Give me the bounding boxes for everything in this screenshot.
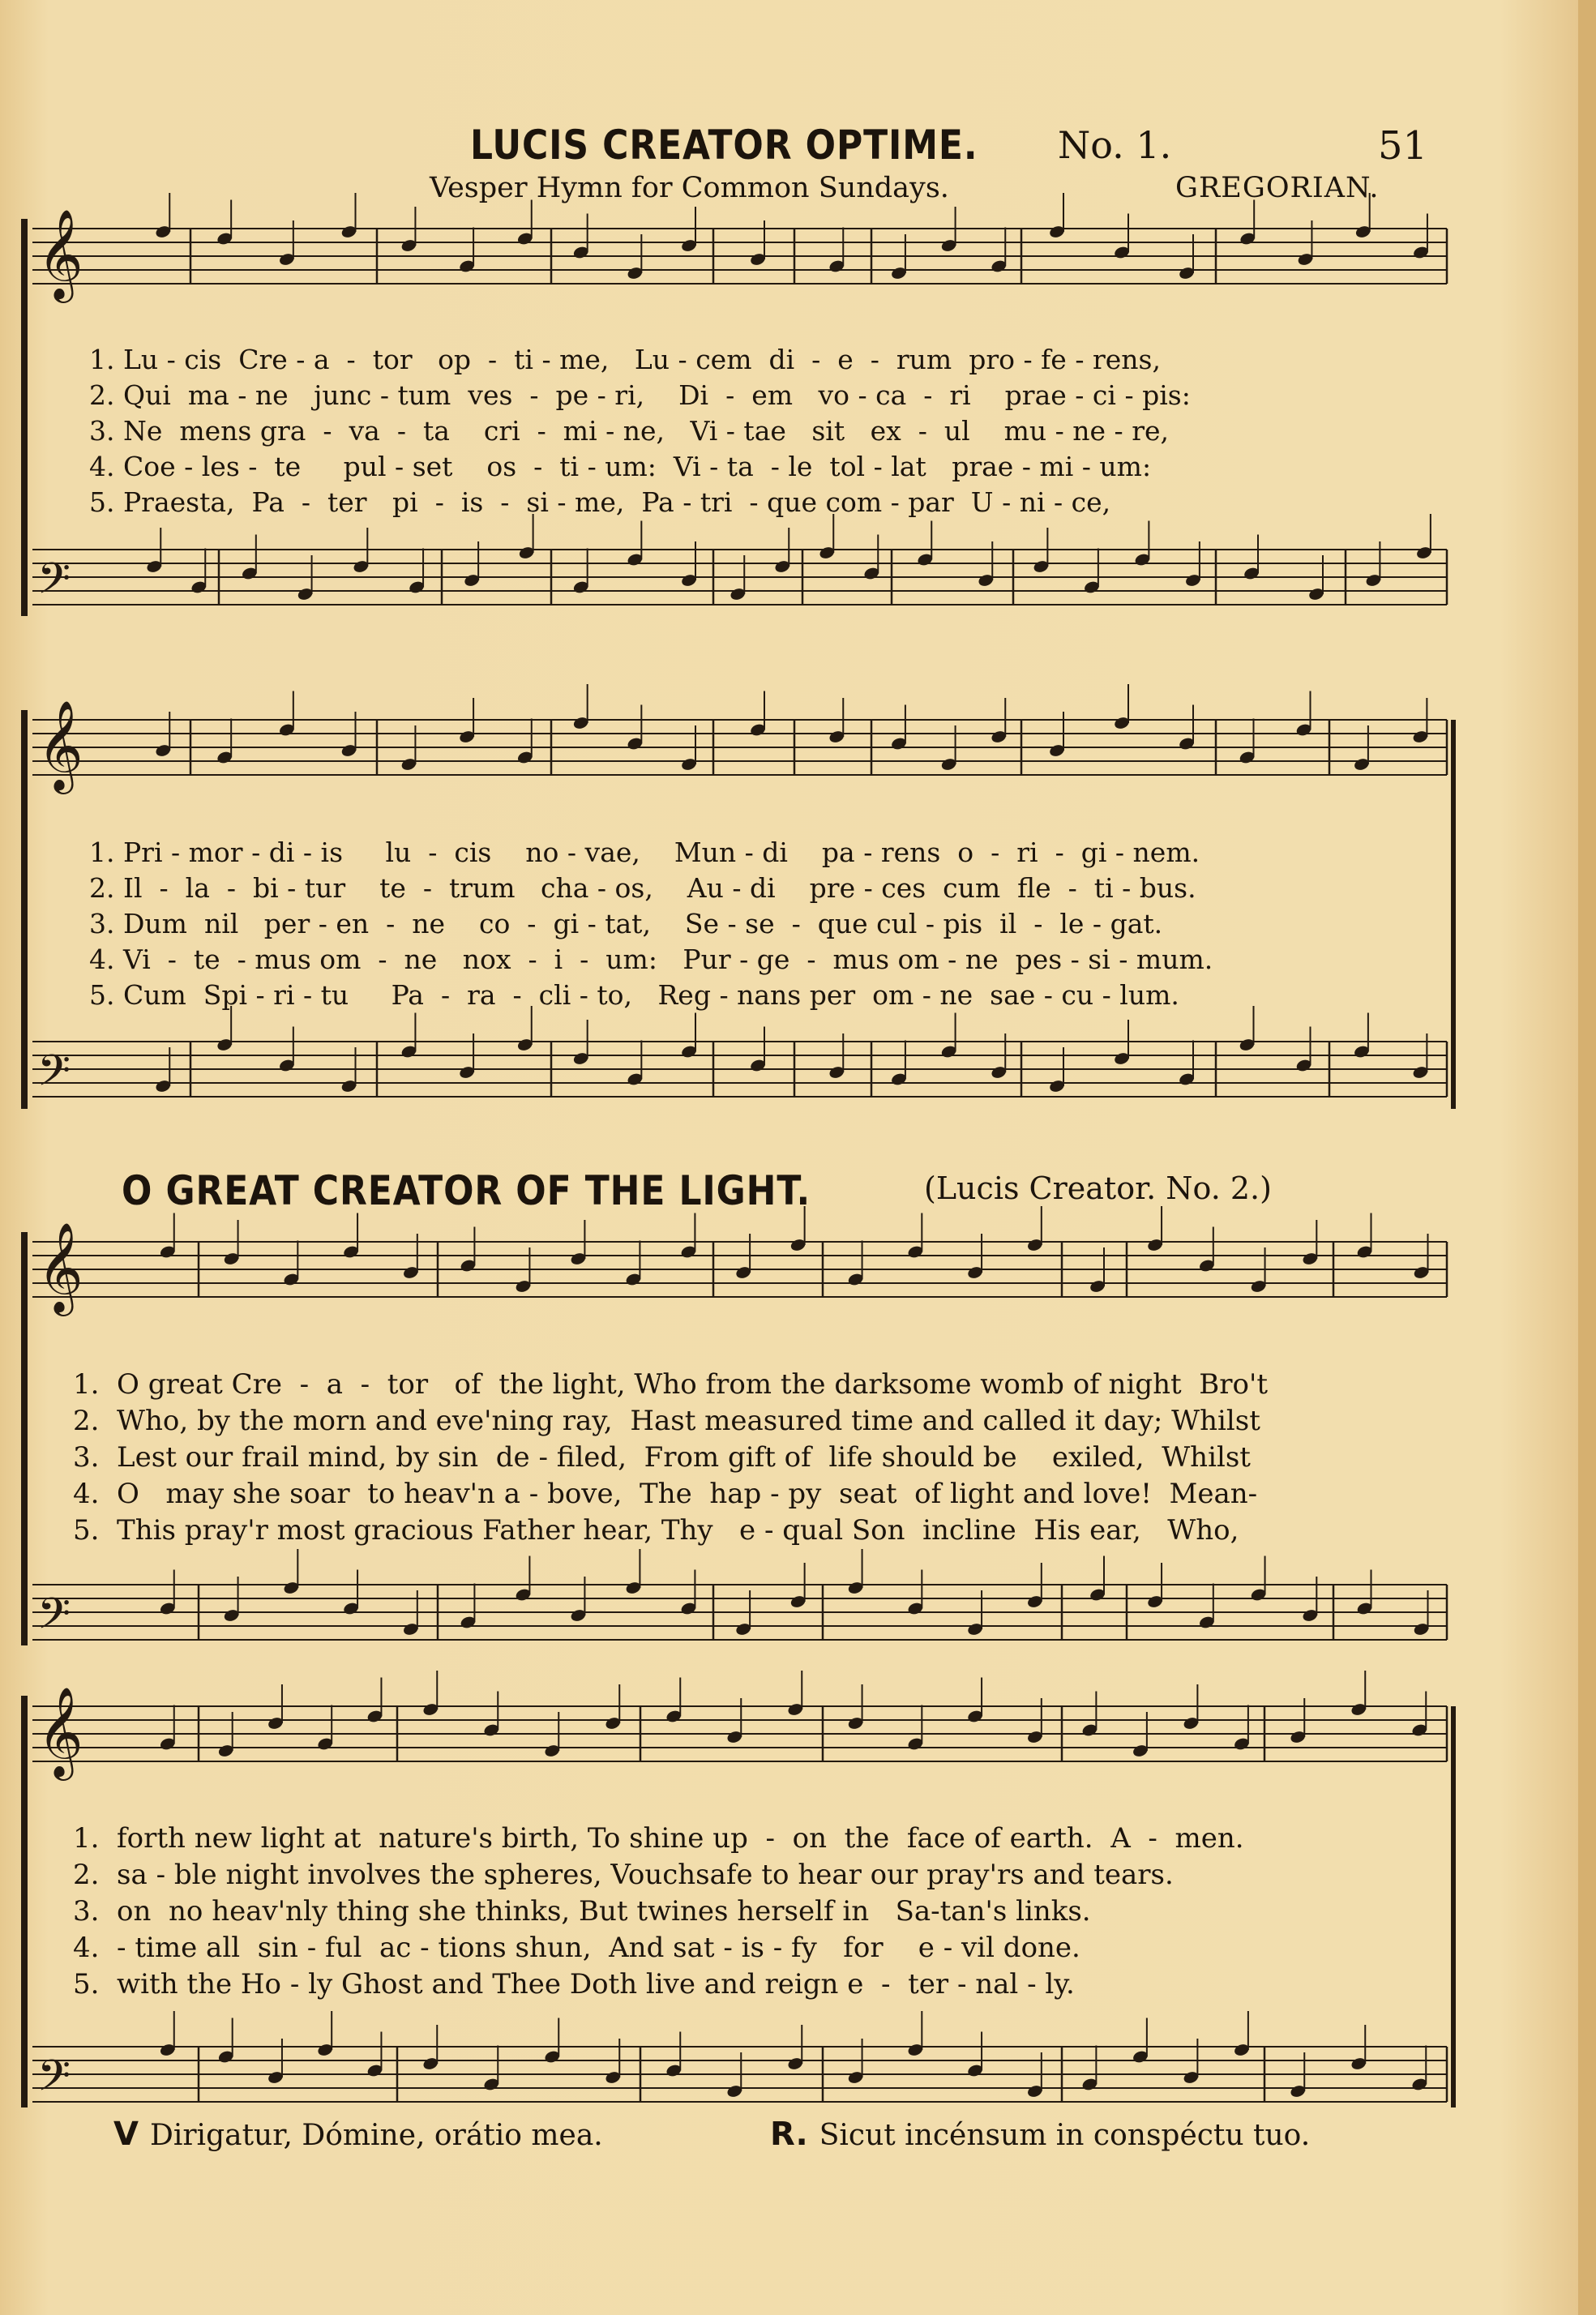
lyric-line: 3. Dum nil per - en - ne co - gi - tat, Se - se - que cul - pis il - le - gat. xyxy=(89,908,1163,939)
lyric-line: 1. forth new light at nature's birth, To shine up - on the face of earth. A - men. xyxy=(73,1822,1244,1855)
lyric-line: 4. O may she soar to heav'n a - bove, The hap - py seat of light and love! Mean- xyxy=(73,1478,1258,1510)
lyric-line: 4. - time all sin - ful ac - tions shun, And sat - is - fy for e - vil done. xyxy=(73,1932,1080,1964)
hymn2-lyrics-system2 xyxy=(73,1821,1500,2003)
system-bracket xyxy=(21,1232,28,1645)
versicle-text: Dirigatur, Dómine, orátio mea. xyxy=(149,2119,603,2152)
bass-clef: 𝄢 xyxy=(37,1046,71,1106)
hymn1-tune: GREGORIAN. xyxy=(1175,172,1380,204)
treble-clef: 𝄞 xyxy=(37,1222,83,1312)
bass-clef: 𝄢 xyxy=(37,2052,71,2112)
lyric-line: 4. Coe - les - te pul - set os - ti - um: Vi - ta - le tol - lat prae - mi - um: xyxy=(89,451,1152,482)
response-symbol: R. xyxy=(770,2116,808,2153)
hymn2-subtitle: (Lucis Creator. No. 2.) xyxy=(924,1170,1272,1206)
bass-clef: 𝄢 xyxy=(37,1590,71,1650)
page-number: 51 xyxy=(1378,123,1428,169)
lyric-line: 5. Cum Spi - ri - tu Pa - ra - cli - to, Reg - nans per om - ne sae - cu - lum. xyxy=(89,979,1179,1011)
treble-clef: 𝄞 xyxy=(37,1686,83,1777)
lyric-line: 3. Lest our frail mind, by sin de - filed, From gift of life should be exiled, Whilst xyxy=(73,1441,1251,1474)
versicle-symbol: V xyxy=(113,2116,139,2153)
lyric-line: 3. Ne mens gra - va - ta cri - mi - ne, Vi - tae sit ex - ul mu - ne - re, xyxy=(89,415,1169,447)
treble-clef: 𝄞 xyxy=(37,208,83,299)
versicle xyxy=(113,2116,603,2153)
lyric-line: 2. Il - la - bi - tur te - trum cha - os, Au - di pre - ces cum fle - ti - bus. xyxy=(89,872,1196,904)
lyric-line: 1. O great Cre - a - tor of the light, Who from the darksome womb of night Bro't xyxy=(73,1368,1268,1401)
lyric-line: 2. sa - ble night involves the spheres, Vouchsafe to hear our pray'rs and tears. xyxy=(73,1859,1174,1891)
lyric-line: 4. Vi - te - mus om - ne nox - i - um: Pur - ge - mus om - ne pes - si - mum. xyxy=(89,944,1213,975)
hymn2-title: O GREAT CREATOR OF THE LIGHT. xyxy=(122,1167,811,1214)
lyric-line: 3. on no heav'nly thing she thinks, But twines herself in Sa-tan's links. xyxy=(73,1895,1091,1928)
system-bracket xyxy=(21,219,28,616)
hymn1-lyrics-system1 xyxy=(89,342,1467,520)
lyric-line: 5. Praesta, Pa - ter pi - is - si - me, Pa - tri - que com - par U - ni - ce, xyxy=(89,486,1111,518)
hymn1-lyrics-system2 xyxy=(89,835,1467,1013)
system-bracket xyxy=(21,710,28,1109)
hymn1-number: No. 1. xyxy=(1058,123,1172,167)
response-text: Sicut incénsum in conspéctu tuo. xyxy=(819,2119,1311,2152)
treble-clef: 𝄞 xyxy=(37,700,83,790)
response xyxy=(770,2116,1310,2153)
lyric-line: 5. with the Ho - ly Ghost and Thee Doth live and reign e - ter - nal - ly. xyxy=(73,1968,1075,2000)
hymn1-subtitle: Vesper Hymn for Common Sundays. xyxy=(430,172,949,204)
lyric-line: 1. Lu - cis Cre - a - tor op - ti - me, Lu - cem di - e - rum pro - fe - rens, xyxy=(89,344,1161,375)
hymn2-lyrics-system1 xyxy=(73,1367,1500,1549)
bass-clef: 𝄢 xyxy=(37,554,71,614)
system-bracket xyxy=(21,1696,28,2107)
lyric-line: 5. This pray'r most gracious Father hear, Thy e - qual Son incline His ear, Who, xyxy=(73,1514,1239,1547)
lyric-line: 1. Pri - mor - di - is lu - cis no - vae, Mun - di pa - rens o - ri - gi - nem. xyxy=(89,837,1200,868)
lyric-line: 2. Who, by the morn and eve'ning ray, Hast measured time and called it day; Whilst xyxy=(73,1405,1260,1437)
lyric-line: 2. Qui ma - ne junc - tum ves - pe - ri, Di - em vo - ca - ri prae - ci - pis: xyxy=(89,379,1191,411)
hymn1-title: LUCIS CREATOR OPTIME. xyxy=(470,122,978,169)
